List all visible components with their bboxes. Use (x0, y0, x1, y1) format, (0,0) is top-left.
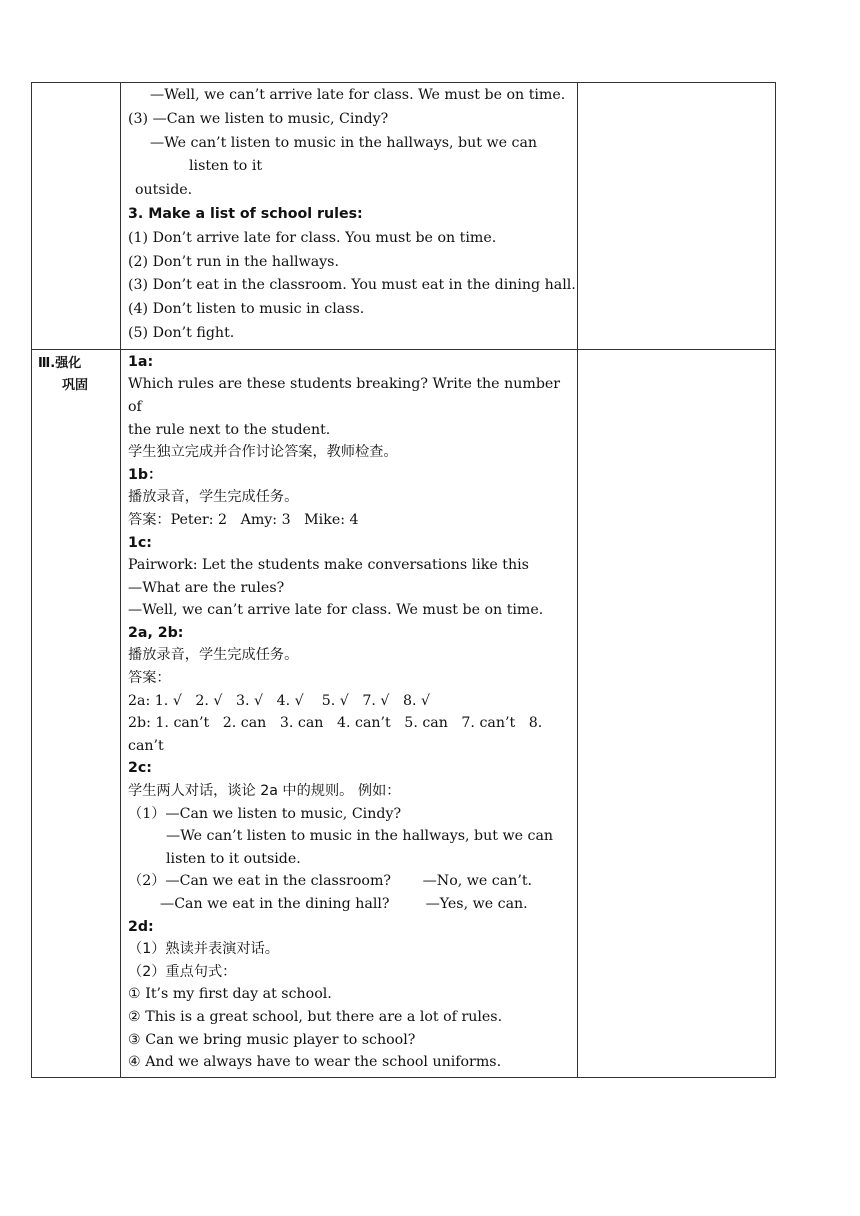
text-line: the rule next to the student. (128, 421, 331, 438)
text-line: （2）重点句式： (128, 963, 237, 980)
stage-cell-empty (32, 83, 121, 350)
dialogue-line: listen to it (189, 158, 263, 175)
notes-cell (578, 349, 776, 1077)
notes-cell (578, 83, 776, 350)
activity-heading-1c: 1c: (128, 534, 152, 551)
key-sentence: ② This is a great school, but there are a lot of rules. (128, 1008, 503, 1025)
dialogue-line: —We can’t listen to music in the hallways, but we can (166, 828, 554, 845)
answer-line: 2b: 1. can’t 2. can 3. can 4. can’t 5. can 7. can’t 8. (128, 715, 543, 732)
text-line: 答案： (128, 670, 171, 687)
dialogue-line: (3) —Can we listen to music, Cindy? (128, 110, 389, 127)
activity-heading-1b: 1b： (128, 466, 163, 483)
activity-heading-2a-2b: 2a, 2b: (128, 624, 184, 641)
dialogue-line: listen to it outside. (166, 850, 301, 867)
text-line: Pairwork: Let the students make conversations like this (128, 557, 529, 574)
table-row (32, 83, 776, 350)
stage-cell (32, 349, 121, 1077)
activity-cell (121, 83, 578, 350)
table-row (32, 349, 776, 1077)
activity-heading-2c: 2c: (128, 760, 152, 777)
dialogue-line: —We can’t listen to music in the hallways, but we can (150, 134, 538, 151)
dialogue-line: （2）—Can we eat in the classroom? —No, we can’t. (128, 873, 533, 890)
activity-heading-1a: 1a: (128, 353, 154, 370)
rule-item: (3) Don’t eat in the classroom. You must eat in the dining hall. (128, 277, 576, 294)
dialogue-line: —Well, we can’t arrive late for class. We must be on time. (150, 87, 566, 103)
text-line: Which rules are these students breaking? Write the number of (128, 376, 561, 415)
dialogue-line: —Can we eat in the dining hall? —Yes, we can. (160, 896, 528, 913)
lesson-plan-table (31, 82, 776, 1078)
stage-title: Ⅲ.强化 (38, 355, 82, 371)
text-line: （1）熟读并表演对话。 (128, 941, 279, 958)
section-heading: 3. Make a list of school rules: (128, 205, 363, 222)
text-line: —What are the rules? (128, 579, 285, 596)
activity-heading-2d: 2d: (128, 918, 154, 935)
answer-line: 答案：Peter: 2 Amy: 3 Mike: 4 (128, 511, 359, 528)
text-line: 学生独立完成并合作讨论答案，教师检查。 (128, 444, 398, 461)
text-line: —Well, we can’t arrive late for class. We must be on time. (128, 602, 544, 619)
text-line: 学生两人对话，谈论 2a 中的规则。 例如： (128, 783, 401, 800)
activity-cell (121, 349, 578, 1077)
dialogue-line: （1）—Can we listen to music, Cindy? (128, 805, 402, 822)
key-sentence: ① It’s my first day at school. (128, 986, 332, 1003)
text-line: 播放录音，学生完成任务。 (128, 647, 299, 664)
rule-item: (2) Don’t run in the hallways. (128, 253, 339, 270)
stage-title-line2: 巩固 (62, 377, 89, 393)
key-sentence: ③ Can we bring music player to school? (128, 1031, 416, 1048)
rule-item: (1) Don’t arrive late for class. You must be on time. (128, 229, 497, 246)
answer-line: 2a: 1. √ 2. √ 3. √ 4. √ 5. √ 7. √ 8. √ (128, 692, 431, 709)
key-sentence: ④ And we always have to wear the school uniforms. (128, 1054, 502, 1071)
dialogue-line: outside. (135, 182, 193, 199)
rule-item: (5) Don’t fight. (128, 324, 235, 341)
answer-line: can’t (128, 737, 164, 754)
rule-item: (4) Don’t listen to music in class. (128, 301, 365, 318)
text-line: 播放录音，学生完成任务。 (128, 489, 299, 506)
